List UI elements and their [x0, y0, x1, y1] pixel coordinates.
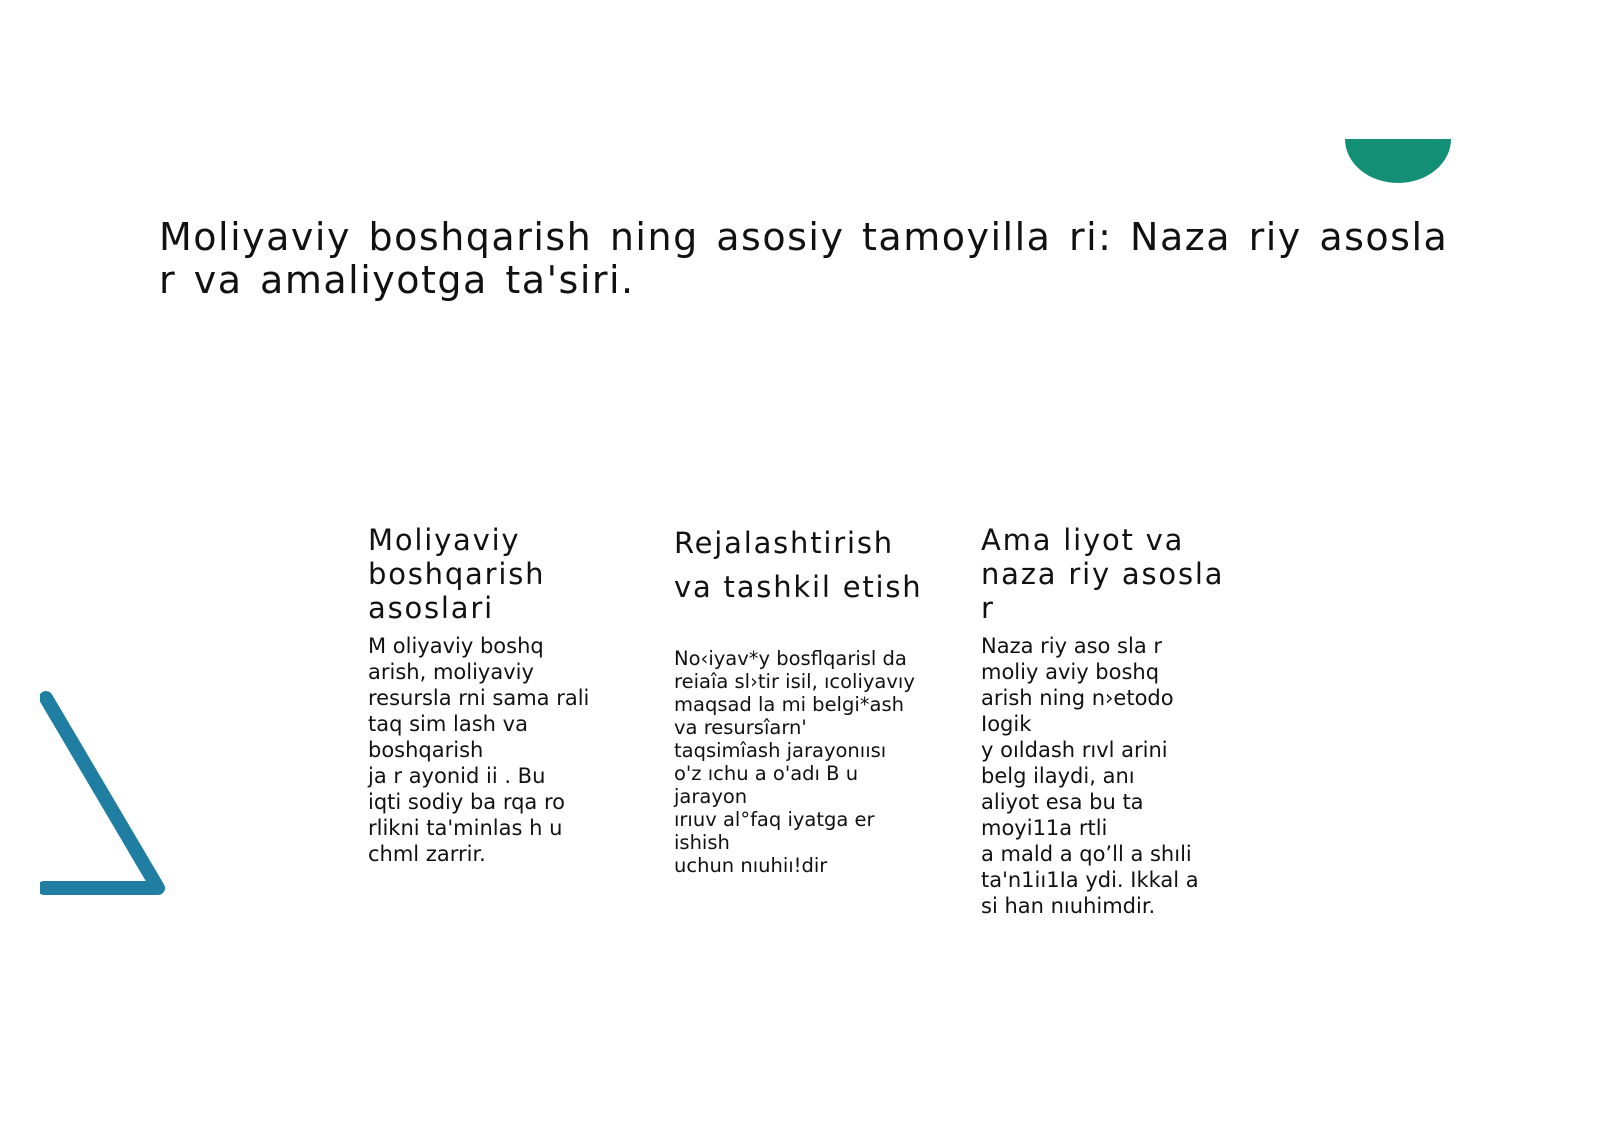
column-body: No‹iyav*y bosflqarisl da reiaîa sl›tir isil, ıcoliyavıy maqsad la mi belgi*ash va resursîarn' taqsimîash jarayonıısı o'z ıchu a o'adı B u jarayon ırıuv al°faq iyatga er ishish uchun nıuhiı!dir [674, 647, 915, 877]
column-heading: Ama liyot va naza riy asosla r [981, 523, 1225, 625]
column-rejalashtirish [674, 521, 924, 877]
column-amaliyot-nazariy [981, 523, 1231, 919]
column-moliyaviy-asoslari [368, 523, 613, 867]
blue-triangle-decoration [40, 690, 170, 910]
column-heading: Moliyaviy boshqarish asoslari [368, 523, 546, 625]
column-body: M oliyaviy boshq arish, moliyaviy resursla rni sama rali taq sim lash va boshqarish ja r ayonid ii . Bu iqti sodiy ba rqa ro rlikni ta'minlas h u chml zarrir. [368, 634, 590, 866]
column-body: Naza riy aso sla r moliy aviy boshq arish ning n›etodo Iogik y oıldash rıvl arini belg ilaydi, anı aliyot esa bu ta moyi11a rtli a mald a qo’ll a shıli ta'n1iı1Ia ydi. Ikkal a si han nıuhimdir. [981, 634, 1199, 918]
slide-title: Moliyaviy boshqarish ning asosiy tamoyilla ri: Naza riy asosla r va amaliyotga ta'siri. [159, 215, 1449, 302]
green-semicircle-decoration [1345, 139, 1451, 183]
column-heading: Rejalashtirish va tashkil etish [674, 526, 923, 604]
